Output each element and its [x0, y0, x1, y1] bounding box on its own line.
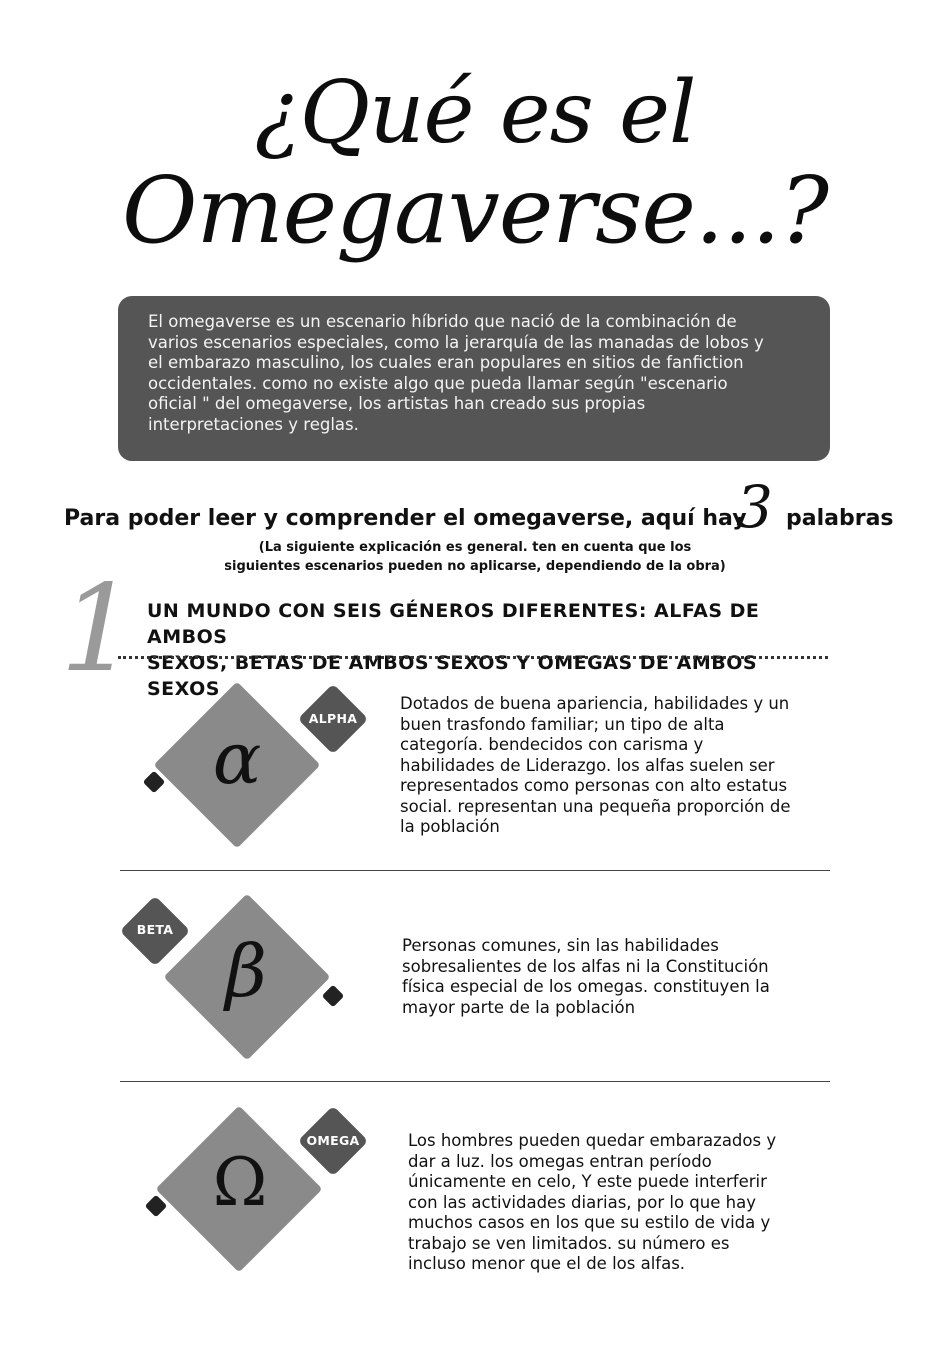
alpha-line: la población [400, 817, 500, 836]
beta-line: sobresalientes de los alfas ni la Constitución [402, 956, 769, 976]
dotted-divider [118, 656, 828, 659]
divider-line [120, 870, 830, 871]
page-title-line2: Omegaverse...? [122, 157, 828, 264]
section-heading-line: UN MUNDO CON SEIS GÉNEROS DIFERENTES: ALFAS DE AMBOS [147, 600, 760, 648]
omega-line: trabajo se ven limitados. su número es [408, 1233, 730, 1253]
intro-line: interpretaciones y reglas. [148, 414, 359, 434]
beta-tag-label: BETA [136, 922, 174, 937]
intro-line: oficial " del omegaverse, los artistas han creado sus propias [148, 394, 646, 414]
lead-note-line1: (La siguiente explicación es general. ten en cuenta que los [258, 540, 692, 555]
omega-description [408, 1131, 776, 1275]
alpha-line: buen trasfondo familiar; un tipo de alta [400, 714, 725, 734]
lead-text-after: palabras [786, 506, 894, 531]
beta-dot [322, 985, 345, 1008]
alpha-line: categoría. bendecidos con carisma y [400, 735, 704, 754]
section-number: 1 [60, 560, 137, 699]
section-heading-line: SEXOS, BETAS DE AMBOS SEXOS Y OMEGAS DE AMBOS SEXOS [147, 652, 758, 700]
beta-line: mayor parte de la población [402, 997, 636, 1017]
lead-number: 3 [736, 473, 773, 541]
page-title-line1: ¿Qué es el [254, 63, 696, 163]
divider-line [120, 1081, 830, 1082]
intro-line: varios escenarios especiales, como la jerarquía de las manadas de lobos y [148, 332, 764, 352]
alpha-line: Dotados de buena apariencia, habilidades y un [400, 694, 790, 713]
alpha-symbol: α [212, 716, 262, 800]
alpha-line: representados como personas con alto estatus [400, 776, 788, 795]
alpha-tag-label: ALPHA [308, 711, 358, 726]
lead-text-before: Para poder leer y comprender el omegaverse, aquí hay [64, 506, 747, 531]
beta-line: Personas comunes, sin las habilidades [402, 936, 719, 955]
omega-line: con las actividades diarias, por lo que hay [408, 1192, 756, 1212]
beta-symbol: β [225, 929, 267, 1013]
lead-note-line2: siguientes escenarios pueden no aplicarse, dependiendo de la obra) [224, 559, 726, 574]
omega-line: incluso menor que el de los alfas. [408, 1254, 686, 1273]
intro-box [118, 296, 830, 461]
intro-line: occidentales. como no existe algo que pueda llamar según "escenario [148, 373, 728, 393]
beta-line: física especial de los omegas. constituyen la [402, 977, 770, 996]
alpha-line: social. representan una pequeña proporción de [400, 796, 791, 816]
beta-description [402, 936, 770, 1018]
omega-tag-label: OMEGA [306, 1133, 360, 1148]
omega-line: únicamente en celo, Y este puede interferir [408, 1172, 767, 1191]
omega-symbol: Ω [212, 1144, 268, 1221]
alpha-description [400, 694, 791, 838]
omega-line: dar a luz. los omegas entran período [408, 1151, 712, 1171]
alpha-line: habilidades de Liderazgo. los alfas suelen ser [400, 755, 775, 775]
intro-line: El omegaverse es un escenario híbrido que nació de la combinación de [148, 312, 737, 331]
omega-line: muchos casos en los que su estilo de vida y [408, 1213, 771, 1232]
omega-line: Los hombres pueden quedar embarazados y [408, 1131, 777, 1150]
section-heading [147, 598, 827, 702]
intro-line: el embarazo masculino, los cuales eran populares en sitios de fanfiction [148, 353, 744, 373]
